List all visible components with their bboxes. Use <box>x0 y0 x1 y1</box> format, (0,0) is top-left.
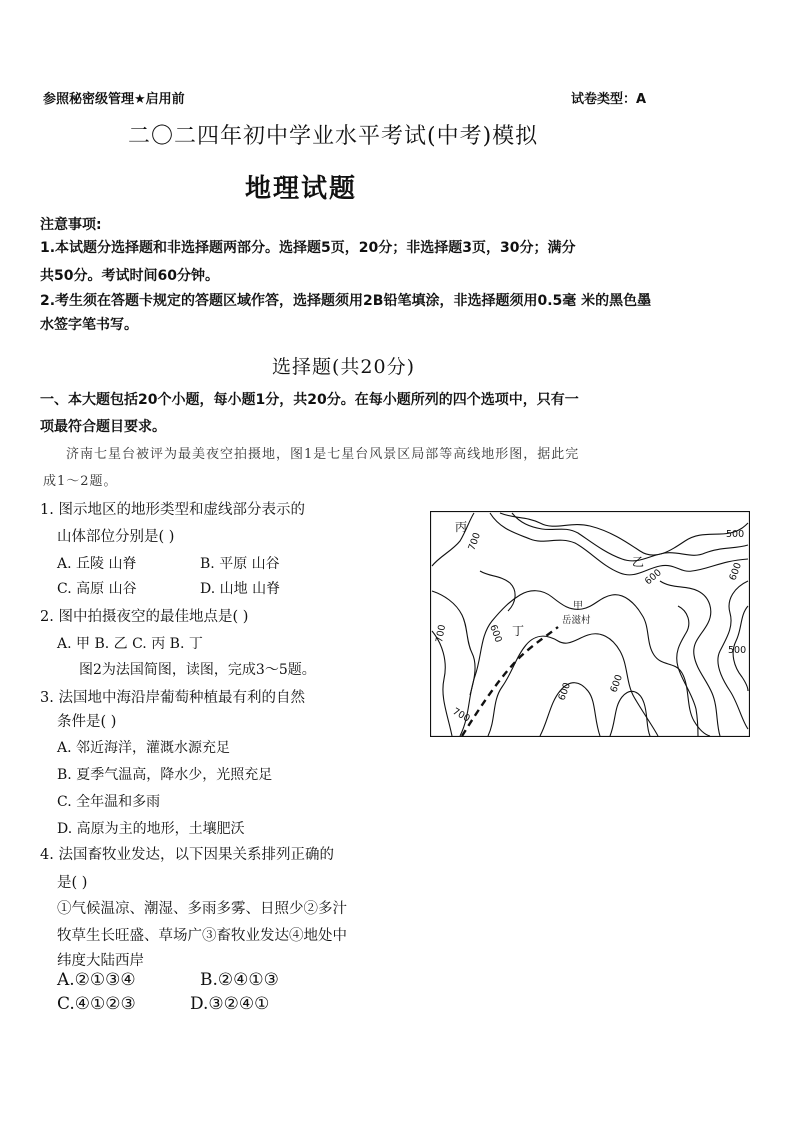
contour-map <box>430 511 750 737</box>
q1-option-a: A. 丘陵 山脊 <box>57 556 137 572</box>
paper-type-label: 试卷类型：A <box>571 92 647 107</box>
q4-option-a: A.②①③④ <box>57 970 136 990</box>
q4-option-c: C.④①②③ <box>57 994 136 1014</box>
contour-label-700-bottomleft: 700 <box>450 706 472 725</box>
notice-item1-line1: 1.本试题分选择题和非选择题两部分。选择题5页，20分；非选择题3页，30分；满分 <box>40 240 576 256</box>
contour-label-600-ding: 600 <box>487 623 504 645</box>
q2-stem: 2. 图中拍摄夜空的最佳地点是( ) <box>40 609 249 625</box>
q1-stem-line2: 山体部位分别是( ) <box>57 529 175 545</box>
map-label-yuezicun: 岳滋村 <box>562 615 591 626</box>
contour-label-600-bottom2: 600 <box>608 673 626 695</box>
contour-label-500-right2: 500 <box>728 645 747 656</box>
contour-label-600-bottom: 600 <box>556 681 574 703</box>
q4-option-b: B.②④①③ <box>200 970 279 990</box>
q3-option-a: A. 邻近海洋，灌溉水源充足 <box>57 740 231 756</box>
section-instruction-line2: 项最符合题目要求。 <box>40 419 166 435</box>
notice-item2-line1: 2.考生须在答题卡规定的答题区域作答，选择题须用2B铅笔填涂，非选择题须用0.5毫 米的黑色墨 <box>40 293 652 309</box>
q3-option-b: B. 夏季气温高，降水少，光照充足 <box>57 767 273 783</box>
confidential-label: 参照秘密级管理★启用前 <box>43 92 185 107</box>
q2-options: A. 甲 B. 乙 C. 丙 B. 丁 <box>57 636 203 652</box>
notice-item2-line2: 水签字笔书写。 <box>40 317 138 333</box>
q3-stem-line1: 3. 法国地中海沿岸葡萄种植最有利的自然 <box>40 690 305 706</box>
q1-stem-line1: 1. 图示地区的地形类型和虚线部分表示的 <box>40 502 305 518</box>
map-label-bing: 丙 <box>455 520 468 534</box>
q3-option-d: D. 高原为主的地形，土壤肥沃 <box>57 821 245 837</box>
contour-map-svg <box>430 511 750 737</box>
subject-title: 地理试题 <box>245 174 358 204</box>
map-label-jia: 甲 <box>573 601 583 612</box>
contour-label-500-right: 500 <box>726 529 745 540</box>
q4-body-line1: ①气候温凉、潮湿、多雨多雾、日照少②多汁 <box>57 901 347 917</box>
q1-option-b: B. 平原 山谷 <box>200 556 280 572</box>
intro1-line2: 成1～2题。 <box>43 474 118 489</box>
q4-body-line3: 纬度大陆西岸 <box>57 953 144 969</box>
section-title: 选择题(共20分) <box>272 356 416 378</box>
contour-label-600-yi: 600 <box>642 567 664 588</box>
q4-stem-line2: 是( ) <box>57 875 88 891</box>
q1-option-c: C. 高原 山谷 <box>57 581 137 597</box>
q1-option-d: D. 山地 山脊 <box>200 581 281 597</box>
intro1-line1: 济南七星台被评为最美夜空拍摄地，图1是七星台风景区局部等高线地形图，据此完 <box>66 447 580 462</box>
notice-item1-line2: 共50分。考试时间60分钟。 <box>40 268 219 284</box>
section-instruction-line1: 一、本大题包括20个小题，每小题1分，共20分。在每小题所列的四个选项中，只有一 <box>40 392 579 408</box>
q4-option-d: D.③②④① <box>190 994 270 1014</box>
q4-body-line2: 牧草生长旺盛、草场广③畜牧业发达④地处中 <box>57 928 347 944</box>
q3-option-c: C. 全年温和多雨 <box>57 794 161 810</box>
q3-stem-line2: 条件是( ) <box>57 714 117 730</box>
contour-label-700-top: 700 <box>466 531 484 553</box>
notice-heading: 注意事项: <box>40 217 102 233</box>
contour-label-700-left: 700 <box>434 623 449 644</box>
map-label-yi: 乙 <box>632 555 645 569</box>
contour-label-600-right: 600 <box>727 561 745 583</box>
map-label-ding: 丁 <box>512 624 525 638</box>
exam-title: 二〇二四年初中学业水平考试(中考)模拟 <box>128 124 539 149</box>
q4-stem-line1: 4. 法国畜牧业发达，以下因果关系排列正确的 <box>40 847 334 863</box>
intro2: 图2为法国简图，读图，完成3～5题。 <box>79 662 316 678</box>
